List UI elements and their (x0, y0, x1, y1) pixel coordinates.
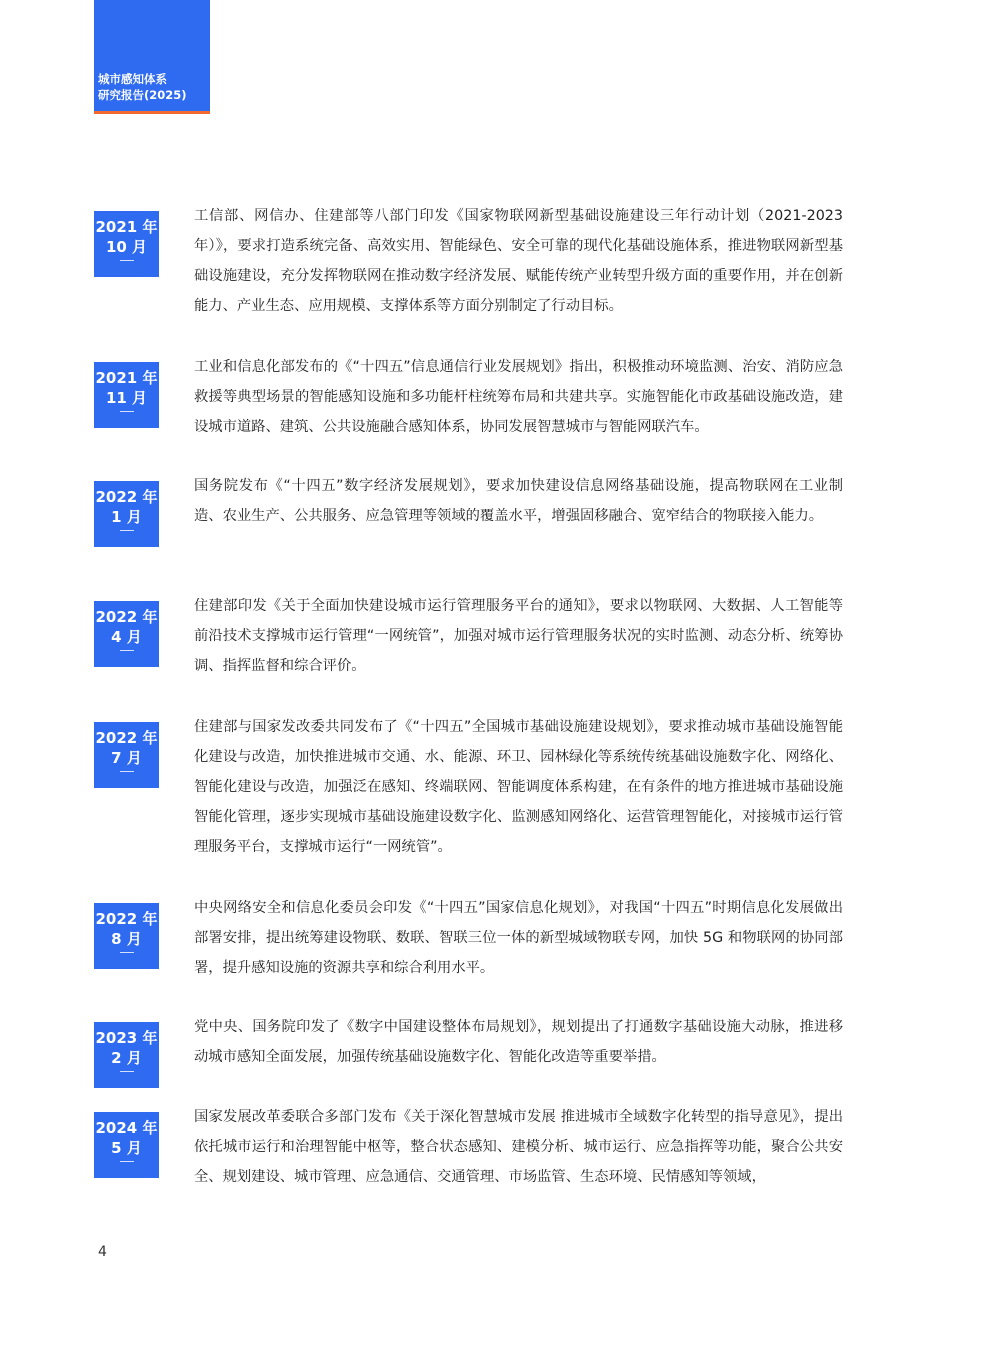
header-accent-line (94, 111, 210, 114)
date-year: 2022 年 (95, 608, 158, 626)
date-year: 2022 年 (95, 488, 158, 506)
report-header-block (94, 0, 210, 111)
date-badge (94, 722, 159, 788)
report-title (98, 71, 187, 103)
entry-text: 工信部、网信办、住建部等八部门印发《国家物联网新型基础设施建设三年行动计划（2021-2023年）》，要求打造系统完备、高效实用、智能绿色、安全可靠的现代化基础设施体系，推进物联网新型基础设施建设，充分发挥物联网在推动数字经济发展、赋能传统产业转型升级方面的重要作用，并在创新能力、产业生态、应用规模、支撑体系等方面分别制定了行动目标。 (194, 208, 843, 314)
entry-text: 党中央、国务院印发了《数字中国建设整体布局规划》，规划提出了打通数字基础设施大动脉，推进移动城市感知全面发展，加强传统基础设施数字化、智能化改造等重要举措。 (194, 1019, 843, 1065)
date-year: 2022 年 (95, 910, 158, 928)
date-badge-dash (120, 411, 134, 412)
date-month: 11 月 (105, 389, 148, 407)
date-badge-dash (120, 1161, 134, 1162)
date-month: 1 月 (111, 508, 142, 526)
page-number: 4 (98, 1244, 107, 1260)
date-badge (94, 481, 159, 547)
date-year: 2023 年 (95, 1029, 158, 1047)
entry-text: 中央网络安全和信息化委员会印发《“十四五”国家信息化规划》，对我国“十四五”时期信息化发展做出部署安排，提出统筹建设物联、数联、智联三位一体的新型城域物联专网，加快 5G 和物联网的协同部署，提升感知设施的资源共享和综合利用水平。 (194, 900, 843, 976)
entry-text: 住建部与国家发改委共同发布了《“十四五”全国城市基础设施建设规划》，要求推动城市基础设施智能化建设与改造，加快推进城市交通、水、能源、环卫、园林绿化等系统传统基础设施数字化、网络化、智能化建设与改造，加强泛在感知、终端联网、智能调度体系构建，在有条件的地方推进城市基础设施智能化管理，逐步实现城市基础设施建设数字化、监测感知网络化、运营管理智能化，对接城市运行管理服务平台，支撑城市运行“一网统管”。 (194, 719, 843, 855)
date-month: 4 月 (111, 628, 142, 646)
report-title-line1: 城市感知体系 (98, 72, 167, 86)
date-badge (94, 601, 159, 667)
entry-text: 住建部印发《关于全面加快建设城市运行管理服务平台的通知》，要求以物联网、大数据、人工智能等前沿技术支撑城市运行管理“一网统管”，加强对城市运行管理服务状况的实时监测、动态分析、统筹协调、指挥监督和综合评价。 (194, 598, 843, 674)
date-month: 2 月 (111, 1049, 142, 1067)
date-badge-dash (120, 530, 134, 531)
date-year: 2021 年 (95, 218, 158, 236)
date-badge-dash (120, 650, 134, 651)
entry-text: 国务院发布《“十四五”数字经济发展规划》，要求加快建设信息网络基础设施，提高物联网在工业制造、农业生产、公共服务、应急管理等领域的覆盖水平，增强固移融合、宽窄结合的物联接入能力。 (194, 478, 843, 524)
date-year: 2021 年 (95, 369, 158, 387)
report-title-line2: 研究报告(2025) (98, 88, 187, 102)
date-month: 5 月 (111, 1139, 142, 1157)
date-badge-dash (120, 1071, 134, 1072)
entry-text: 国家发展改革委联合多部门发布《关于深化智慧城市发展 推进城市全域数字化转型的指导意见》，提出依托城市运行和治理智能中枢等，整合状态感知、建模分析、城市运行、应急指挥等功能，聚合公共安全、规划建设、城市管理、应急通信、交通管理、市场监管、生态环境、民情感知等领域， (194, 1109, 843, 1185)
date-badge-dash (120, 771, 134, 772)
date-year: 2024 年 (95, 1119, 158, 1137)
date-badge (94, 1022, 159, 1088)
date-year: 2022 年 (95, 729, 158, 747)
date-month: 8 月 (111, 930, 142, 948)
date-badge (94, 211, 159, 277)
date-badge-dash (120, 952, 134, 953)
date-badge (94, 1112, 159, 1178)
date-month: 7 月 (111, 749, 142, 767)
date-badge (94, 362, 159, 428)
date-badge (94, 903, 159, 969)
date-month: 10 月 (105, 238, 148, 256)
date-badge-dash (120, 260, 134, 261)
entry-text: 工业和信息化部发布的《“十四五”信息通信行业发展规划》指出，积极推动环境监测、治安、消防应急救援等典型场景的智能感知设施和多功能杆柱统筹布局和共建共享。实施智能化市政基础设施改造，建设城市道路、建筑、公共设施融合感知体系，协同发展智慧城市与智能网联汽车。 (194, 359, 843, 435)
